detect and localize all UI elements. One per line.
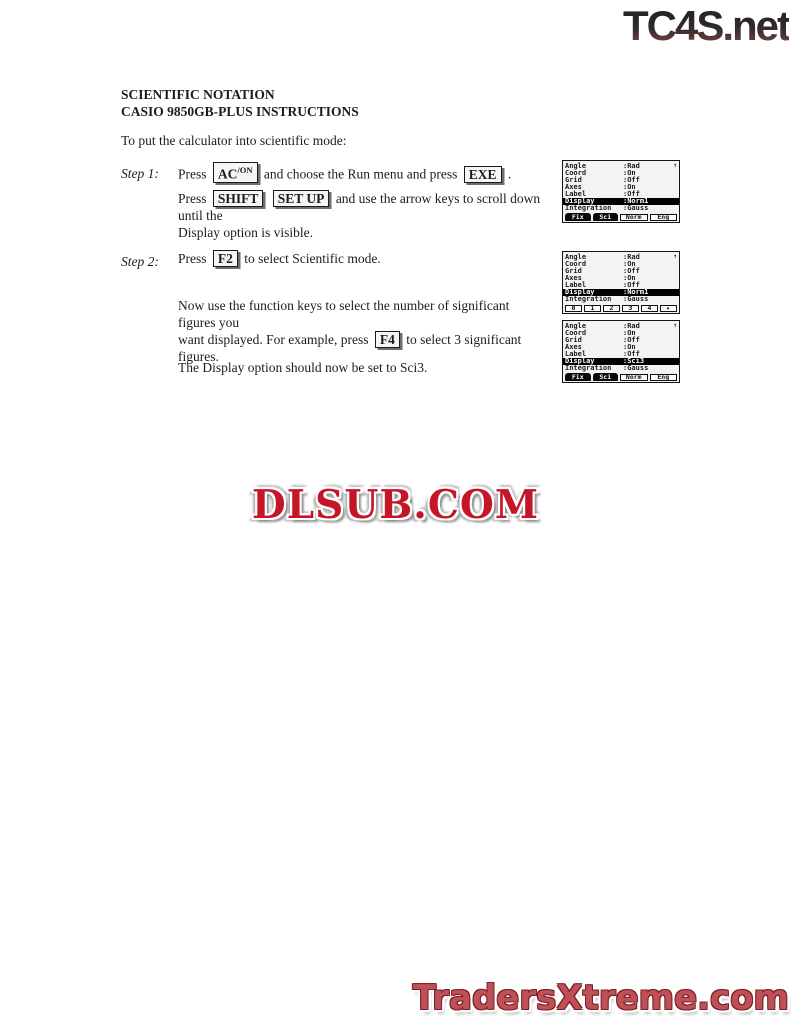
- calc-setting-value: :Off: [623, 350, 640, 359]
- calc-setting-label: Label: [565, 281, 587, 290]
- calc-setting-value: :Rad: [623, 321, 640, 330]
- step1-p2-text-1: Press: [178, 191, 207, 206]
- calc-setting-label: Grid: [565, 335, 582, 344]
- softkey-norm: Norm: [620, 374, 648, 381]
- softkey-0: 0: [565, 305, 582, 312]
- calc-setting-label: Axes: [565, 342, 582, 351]
- calc-setting-label: Grid: [565, 266, 582, 275]
- calc-setting-value: :Gauss: [623, 295, 649, 304]
- scroll-up-icon: ↑: [673, 322, 677, 329]
- calc-setting-label: Integration: [565, 295, 612, 304]
- calc-setting-label: Coord: [565, 168, 587, 177]
- softkey-sci: Sci: [593, 373, 619, 381]
- step1-p1-text-3: .: [507, 166, 512, 182]
- calc-setting-value: :On: [623, 259, 636, 268]
- softkey-▸: ▸: [660, 305, 677, 312]
- calc-setting-label: Grid: [565, 175, 582, 184]
- softkey-row: [565, 304, 677, 312]
- calc-setting-label: Axes: [565, 182, 582, 191]
- dlsub-logo: DLSUB.COM: [251, 482, 540, 528]
- softkey-3: 3: [622, 305, 639, 312]
- calc-setting-value: :On: [623, 182, 636, 191]
- step2-p1-text-2: to select Scientific mode.: [244, 251, 381, 266]
- key-f4: F4: [375, 331, 400, 348]
- calc-setting-label: Display: [565, 357, 595, 366]
- step1-p2-text-2: and use the arrow keys to scroll down until the: [178, 191, 541, 223]
- calc-row-integration: [565, 205, 677, 212]
- calc-setting-value: :Gauss: [623, 204, 649, 213]
- softkey-eng: Eng: [650, 214, 678, 221]
- step2-p2-line-1: Now use the function keys to select the number of significant figures you: [178, 298, 510, 330]
- step1-p1-text-1: Press: [178, 166, 207, 182]
- calc-screen-setup-norm1: [562, 160, 680, 223]
- calc-setting-label: Axes: [565, 273, 582, 282]
- calc-setting-label: Angle: [565, 252, 587, 261]
- calc-setting-label: Angle: [565, 161, 587, 170]
- softkey-fix: Fix: [565, 213, 591, 221]
- step2-label: Step 2:: [121, 254, 159, 269]
- calc-setting-label: Coord: [565, 328, 587, 337]
- calc-setting-value: :Sci3: [623, 357, 645, 366]
- calc-setting-value: :Gauss: [623, 364, 649, 373]
- calc-setting-label: Integration: [565, 204, 612, 213]
- scroll-up-icon: ↑: [673, 162, 677, 169]
- softkey-fix: Fix: [565, 373, 591, 381]
- step1-p2-line-1: [178, 190, 550, 224]
- key-ac-on-label: AC: [217, 166, 238, 182]
- calc-screen-sci-select: [562, 251, 680, 314]
- softkey-eng: Eng: [650, 374, 678, 381]
- calc-setting-value: :On: [623, 342, 636, 351]
- softkey-1: 1: [584, 305, 601, 312]
- softkey-row: [565, 373, 677, 381]
- step1-label: Step 1:: [121, 166, 159, 181]
- step2-paragraph-2: [178, 297, 550, 365]
- calc-setting-value: :On: [623, 273, 636, 282]
- calc-setting-label: Label: [565, 190, 587, 199]
- calc-row-integration: [565, 296, 677, 303]
- title-line-1: SCIENTIFIC NOTATION: [121, 87, 275, 102]
- calc-setting-value: :Off: [623, 281, 640, 290]
- calc-setting-value: :Off: [623, 175, 640, 184]
- calc-setting-label: Display: [565, 288, 595, 297]
- key-exe: EXE: [464, 166, 502, 183]
- tradersxtreme-logo: TradersXtreme.com: [412, 978, 789, 1018]
- calc-row-integration: [565, 365, 677, 372]
- key-shift: SHIFT: [213, 190, 264, 207]
- calc-setting-value: :Off: [623, 266, 640, 275]
- title-line-2: CASIO 9850GB-PLUS INSTRUCTIONS: [121, 104, 359, 119]
- calc-setting-value: :On: [623, 168, 636, 177]
- softkey-norm: Norm: [620, 214, 648, 221]
- tc4s-logo: TC4S.net: [622, 2, 789, 49]
- key-f2: F2: [213, 250, 238, 267]
- key-ac-on-sup: /ON: [237, 165, 253, 175]
- step1-paragraph-2: [178, 190, 550, 241]
- calc-setting-label: Label: [565, 350, 587, 359]
- step1-paragraph-1: [178, 162, 511, 183]
- step2-p2-text-1: want displayed. For example, press: [178, 332, 369, 347]
- calc-setting-label: Display: [565, 197, 595, 206]
- step2-p1-text-1: Press: [178, 251, 207, 266]
- doc-title: [121, 86, 359, 120]
- calc-setting-label: Coord: [565, 259, 587, 268]
- scroll-up-icon: ↑: [673, 253, 677, 260]
- softkey-4: 4: [641, 305, 658, 312]
- calc-setting-value: :On: [623, 328, 636, 337]
- key-set-up: SET UP: [273, 190, 330, 207]
- softkey-2: 2: [603, 305, 620, 312]
- calc-setting-label: Integration: [565, 364, 612, 373]
- calc-setting-label: Angle: [565, 321, 587, 330]
- calc-setting-value: :Norm1: [623, 197, 649, 206]
- step2-paragraph-1: [178, 250, 381, 267]
- softkey-sci: Sci: [593, 213, 619, 221]
- calc-setting-value: :Rad: [623, 161, 640, 170]
- calc-screen-setup-sci3: [562, 320, 680, 383]
- intro-line: To put the calculator into scientific mode:: [121, 133, 347, 148]
- calc-setting-value: :Norm1: [623, 288, 649, 297]
- softkey-row: [565, 213, 677, 221]
- key-ac-on: [213, 162, 258, 183]
- calc-setting-value: :Off: [623, 335, 640, 344]
- step2-p2-text-2: to select 3 significant figures.: [178, 332, 522, 364]
- calc-setting-value: :Rad: [623, 252, 640, 261]
- calc-setting-value: :Off: [623, 190, 640, 199]
- step1-p1-text-2: and choose the Run menu and press: [263, 166, 458, 182]
- step1-p2-line-2: Display option is visible.: [178, 225, 313, 240]
- step2-paragraph-3: The Display option should now be set to Sci3.: [178, 360, 428, 375]
